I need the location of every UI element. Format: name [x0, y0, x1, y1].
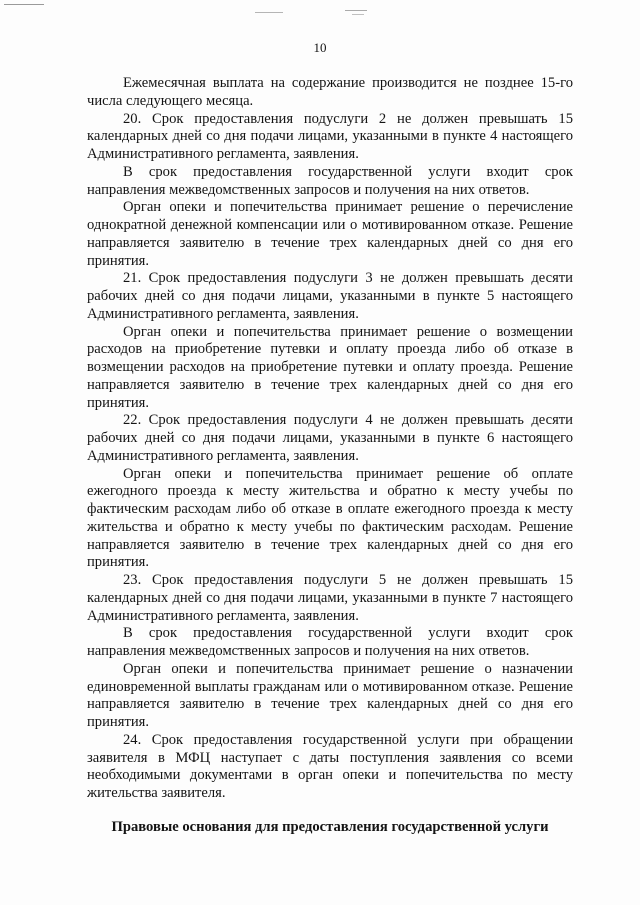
paragraph: В срок предоставления государственной услуги входит срок направления межведомственных запросов и получения на них ответов. [87, 163, 573, 198]
paragraph: Орган опеки и попечительства принимает решение об оплате ежегодного проезда к месту жительства и обратно к месту учебы по фактическим расходам либо об отказе в оплате ежегодного проезда к месту жительства и обратно к месту учебы по фактическим расходам. Решение направляется заявителю в течение трех календарных дней со дня его принятия. [87, 465, 573, 571]
document-body [87, 75, 573, 803]
paragraph: В срок предоставления государственной услуги входит срок направления межведомственных запросов и получения на них ответов. [87, 625, 573, 659]
page-number: 10 [313, 40, 327, 55]
section-heading: Правовые основания для предоставления государственной услуги [111, 819, 549, 835]
paragraph: Орган опеки и попечительства принимает решение о назначении единовременной выплаты гражданам или о мотивированном отказе. Решение направляется заявителю в течение трех календарных дней со дня его принятия. [87, 660, 573, 730]
paragraph: Орган опеки и попечительства принимает решение о перечисление однократной денежной компенсации или о мотивированном отказе. Решение направляется заявителю в течение трех календарных дней со дня его принятия. [87, 199, 573, 269]
paragraph: 20. Срок предоставления подуслуги 2 не должен превышать 15 календарных дней со дня подачи лицами, указанными в пункте 4 настоящего Административного регламента, заявления. [87, 110, 573, 162]
scan-artifact [352, 14, 364, 15]
paragraph: 23. Срок предоставления подуслуги 5 не должен превышать 15 календарных дней со дня подачи лицами, указанными в пункте 7 настоящего Административного регламента, заявления. [87, 572, 573, 624]
paragraph: Орган опеки и попечительства принимает решение о возмещении расходов на приобретение путевки и оплату проезда либо об отказе в возмещении расходов на приобретение путевки и оплату проезда. Решение направляется заявителю в течение трех календарных дней со дня его принятия. [87, 323, 573, 411]
scan-artifact [345, 10, 367, 11]
scan-artifact [255, 12, 283, 13]
paragraph: 24. Срок предоставления государственной услуги при обращении заявителя в МФЦ наступает с даты поступления заявления со всеми необходимыми документами в орган опеки и попечительства по месту жительства заявителя. [87, 731, 573, 801]
paragraph: 22. Срок предоставления подуслуги 4 не должен превышать десяти рабочих дней со дня подачи лицами, указанными в пункте 6 настоящего Административного регламента, заявления. [87, 412, 573, 464]
paragraph: Ежемесячная выплата на содержание производится не позднее 15-го числа следующего месяца. [87, 75, 573, 109]
scan-artifact [4, 4, 44, 5]
paragraph: 21. Срок предоставления подуслуги 3 не должен превышать десяти рабочих дней со дня подачи лицами, указанными в пункте 5 настоящего Административного регламента, заявления. [87, 270, 573, 322]
